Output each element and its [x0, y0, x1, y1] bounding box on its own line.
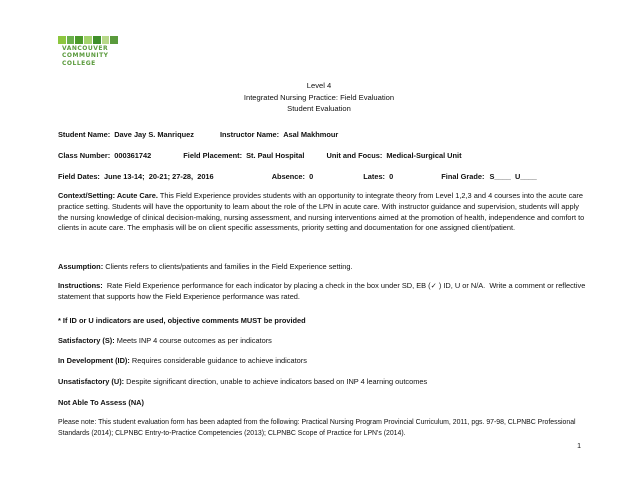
unsatisfactory-definition [58, 377, 427, 387]
instructor-name-label: Instructor Name: [219, 130, 280, 139]
course-heading: Integrated Nursing Practice: Field Evaluation [243, 93, 395, 102]
not-able-to-assess: Not Able To Assess (NA) [58, 398, 144, 407]
unsatisfactory-label: Unsatisfactory (U): [58, 377, 125, 386]
student-name: Dave Jay S. Manriquez [114, 130, 194, 139]
page-number: 1 [577, 443, 581, 450]
absence-label: Absence: [271, 172, 305, 181]
lates-label: Lates: [363, 172, 386, 181]
student-info-row [58, 130, 338, 140]
lates-value: 0 [389, 172, 394, 181]
assumption-text: Clients refers to clients/patients and families in the Field Experience setting. [103, 262, 353, 271]
field-placement: St. Paul Hospital [246, 151, 305, 160]
logo-text: VANCOUVER COMMUNITY COLLEGE [62, 45, 109, 67]
absence-value: 0 [309, 172, 314, 181]
final-grade-label: Final Grade: [441, 172, 485, 181]
instructor-name: Asal Makhmour [283, 130, 339, 139]
document-heading: Student Evaluation [287, 104, 351, 113]
instructions-paragraph [58, 281, 588, 303]
satisfactory-definition [58, 336, 272, 346]
context-label: Context/Setting: Acute Care. [58, 191, 158, 200]
adaptation-note: Please note: This student evaluation form has been adapted from the following: Practical Nursing Program Provincial Curriculum, 2011, pgs. 97-98, CLPNBC Professional Standards (2014); CLPNBC Entry-to-Practice Competencies (2013); CLPNBC Scope of Practice for LPN's (2014). [58, 419, 576, 437]
logo-color-bar [58, 36, 118, 44]
student-name-label: Student Name: [58, 130, 111, 139]
class-number-label: Class Number: [58, 151, 111, 160]
college-logo [58, 36, 118, 68]
field-dates: June 13-14; 20-21; 27-28, 2016 [103, 172, 214, 181]
field-dates-label: Field Dates: [58, 172, 100, 181]
level-heading: Level 4 [306, 81, 332, 90]
instructions-label: Instructions: [58, 281, 103, 290]
satisfactory-text: Meets INP 4 course outcomes as per indicators [114, 336, 272, 345]
in-development-definition [58, 356, 307, 366]
in-development-label: In Development (ID): [58, 356, 130, 365]
class-info-row [58, 151, 462, 161]
satisfactory-label: Satisfactory (S): [58, 336, 115, 345]
in-development-text: Requires considerable guidance to achieve indicators [129, 356, 307, 365]
final-grade-value: S____ U____ [489, 172, 537, 181]
assumption-label: Assumption: [58, 262, 104, 271]
unsatisfactory-text: Despite significant direction, unable to achieve indicators based on INP 4 learning outcomes [124, 377, 428, 386]
context-text: This Field Experience provides students with an opportunity to integrate theory from Level 1,2,3 and 4 courses into the acute care practice setting. Students will have the opportunity to learn about the role of the LPN in acute care. With instructor guidance and supervision, students will apply the nursing knowledge of clinical decision-making, nursing assessment, and nursing interventions aimed at the promotion of health, independence and comfort to clients in acute care. The emphasis will be on client specific assessments, priority setting and documentation for one assigned client/patient. [58, 191, 585, 233]
instructions-text: Rate Field Experience performance for each indicator by placing a check in the box under SD, EB (✓ ) ID, U or N/A. Write a comment or reflective statement that supports how the Field Experience performance was rated. [58, 281, 588, 301]
unit-focus: Medical-Surgical Unit [386, 151, 462, 160]
unit-focus-label: Unit and Focus: [326, 151, 383, 160]
class-number: 000361742 [114, 151, 152, 160]
field-placement-label: Field Placement: [183, 151, 243, 160]
objective-comments-notice: * If ID or U indicators are used, objective comments MUST be provided [58, 316, 306, 325]
field-dates-row [58, 172, 537, 182]
context-paragraph [58, 191, 588, 234]
assumption-paragraph [58, 262, 588, 273]
